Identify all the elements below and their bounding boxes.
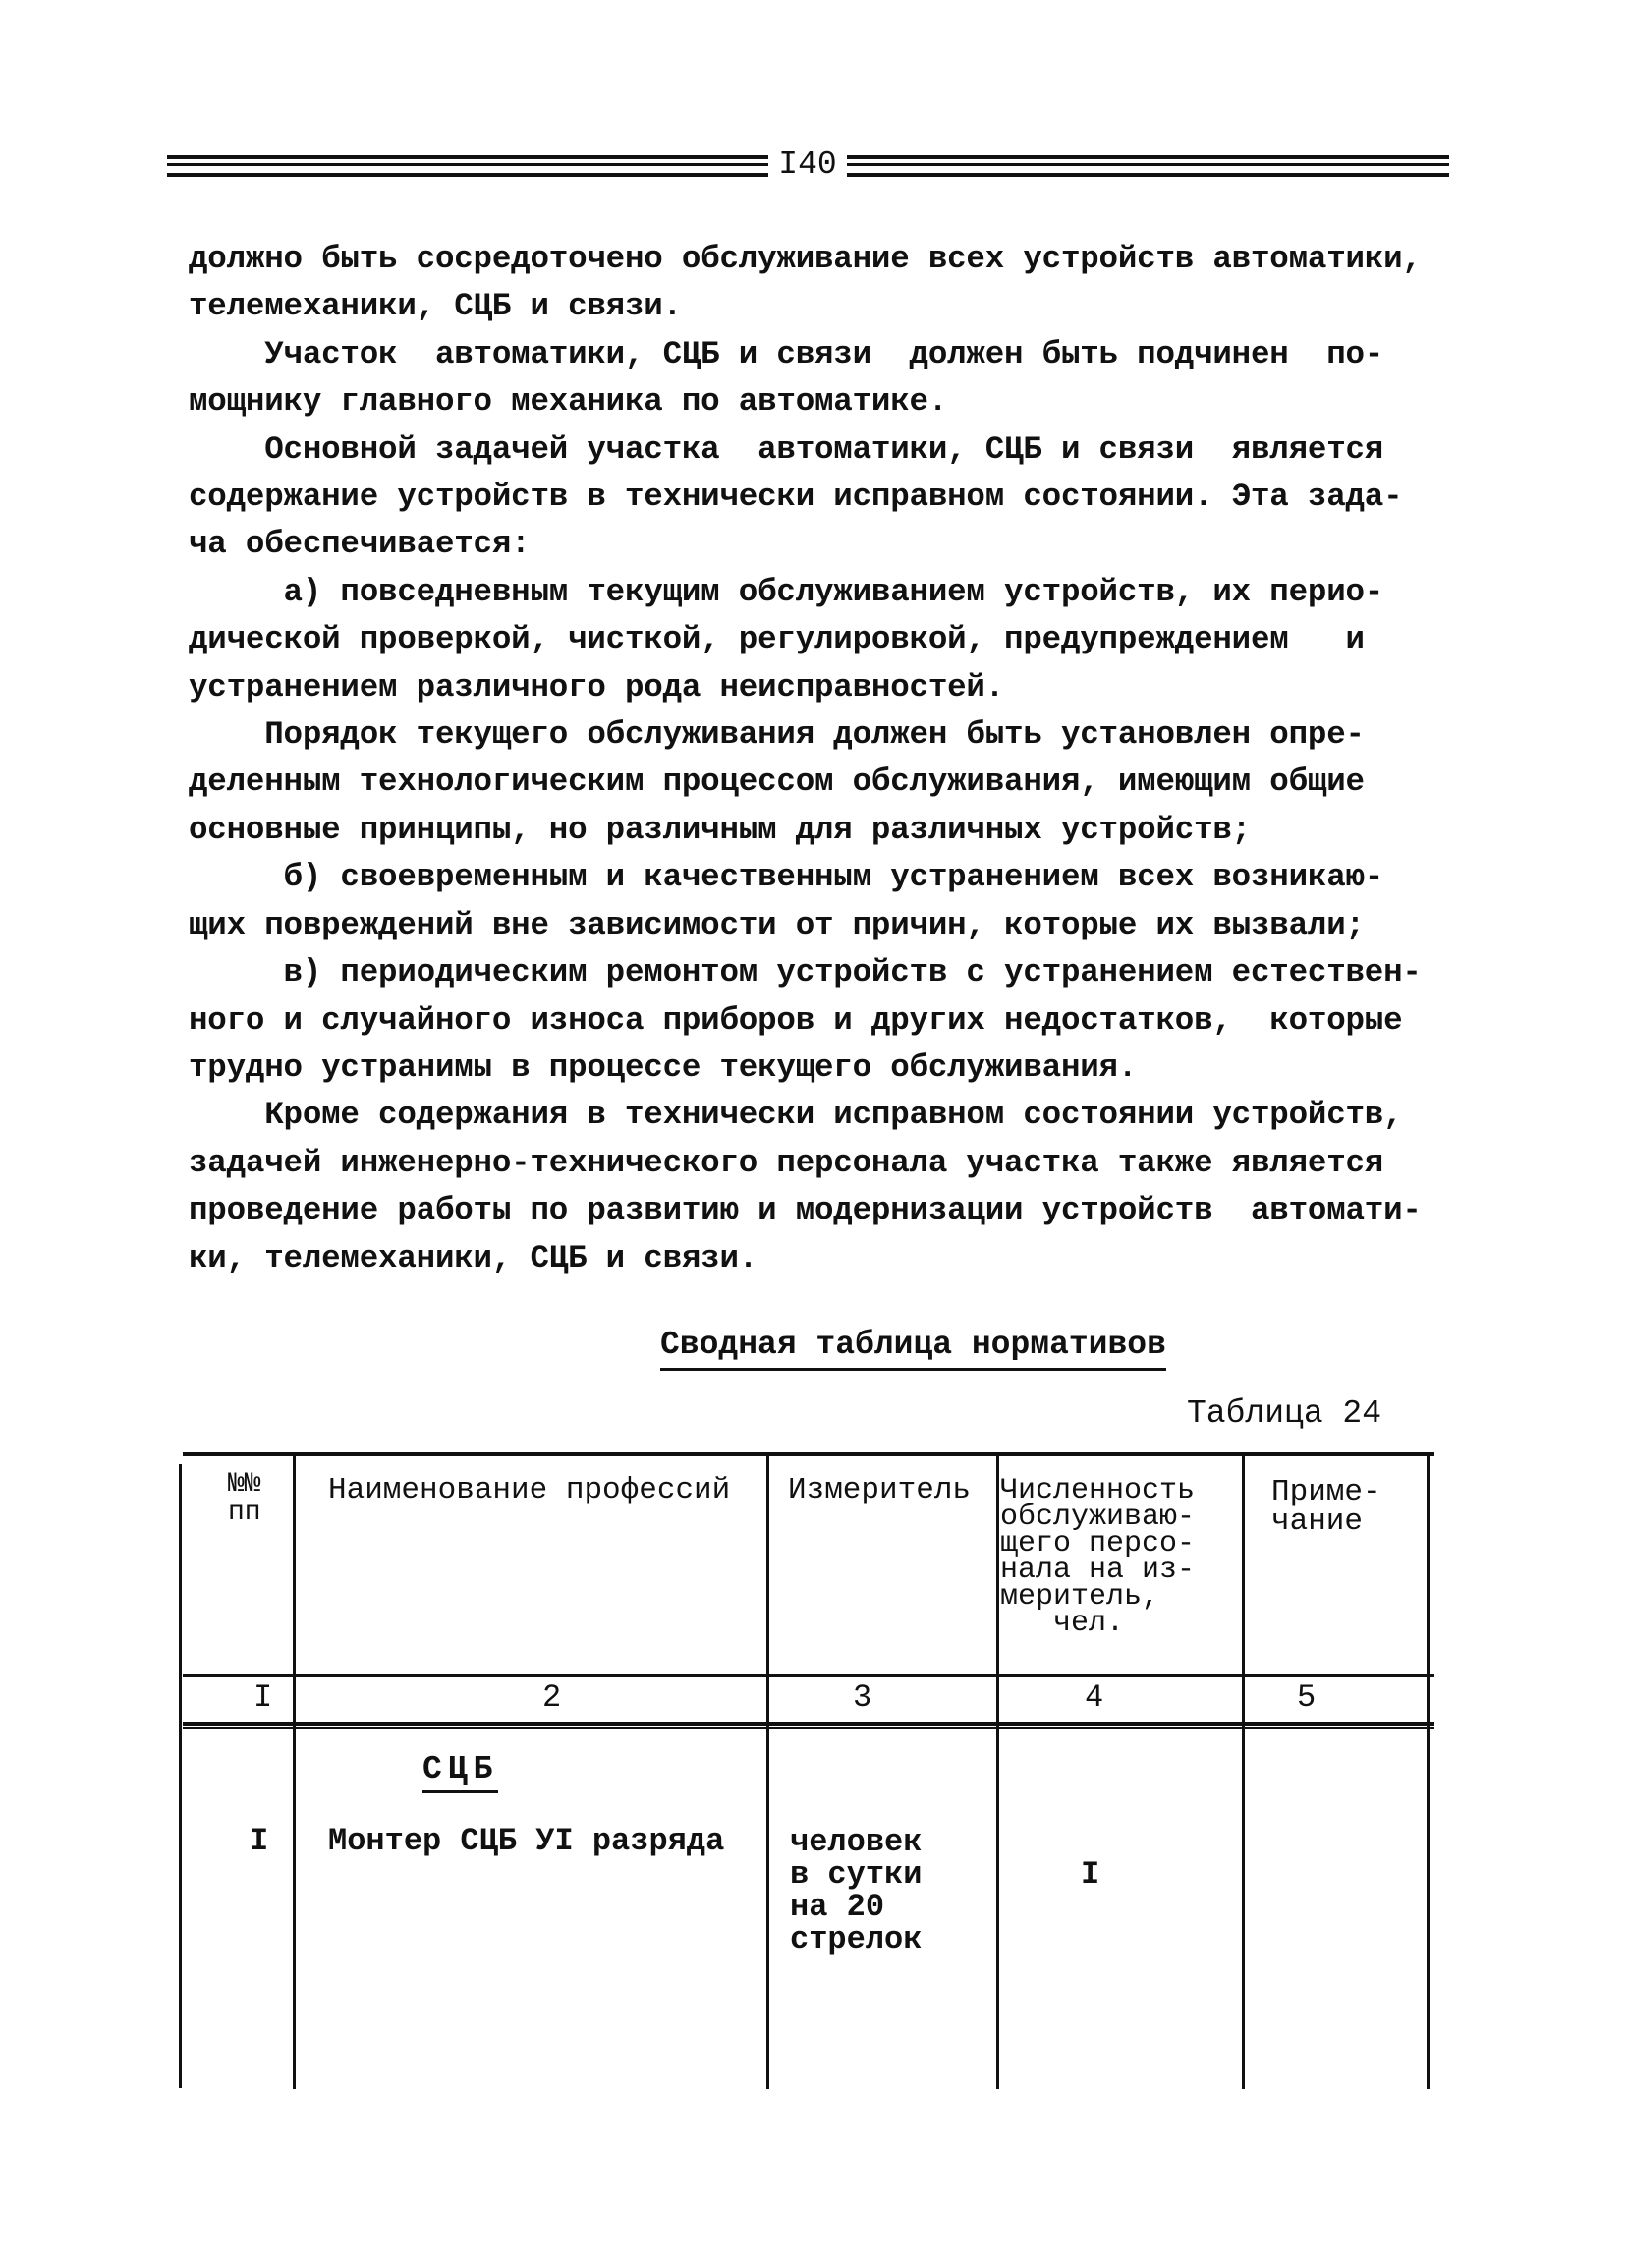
header-note: Приме- чание <box>1271 1475 1381 1539</box>
body-line: трудно устранимы в процессе текущего обслуживания. <box>189 1049 1138 1086</box>
body-line: мощнику главного механика по автоматике. <box>189 383 948 421</box>
body-line: б) своевременным и качественным устранением всех возникаю- <box>189 859 1384 896</box>
colnum-1: I <box>253 1679 273 1716</box>
row-staff: I <box>1081 1856 1100 1893</box>
body-line: содержание устройств в технически исправном состоянии. Эта зада- <box>189 479 1403 516</box>
body-text <box>189 236 1456 1282</box>
table-top-border <box>183 1452 1434 1456</box>
body-line: устранением различного рода неисправностей. <box>189 668 1005 706</box>
colnum-5: 5 <box>1297 1679 1317 1716</box>
body-line: а) повседневным текущим обслуживанием устройств, их перио- <box>189 573 1384 610</box>
body-line: Участок автоматики, СЦБ и связи должен быть подчинен по- <box>189 335 1384 372</box>
body-line: проведение работы по развитию и модернизации устройств автомати- <box>189 1192 1422 1229</box>
table-number: Таблица 24 <box>1187 1395 1382 1432</box>
body-line: Порядок текущего обслуживания должен быть установлен опре- <box>189 716 1365 754</box>
header-staff: Численность обслуживаю- щего персо- нала на из- меритель, чел. <box>1000 1474 1196 1640</box>
table-col-divider-1 <box>293 1454 296 2089</box>
table-col-divider-3 <box>996 1454 999 2089</box>
body-line: ного и случайного износа приборов и других недостатков, которые <box>189 1001 1403 1039</box>
header-rule-left <box>167 155 768 177</box>
table-left-border <box>179 1464 182 2088</box>
body-line: основные принципы, но различным для различных устройств; <box>189 811 1251 848</box>
row-num: I <box>250 1823 269 1859</box>
table-colnum-divider <box>183 1722 1434 1726</box>
body-line: ки, телемеханики, СЦБ и связи. <box>189 1239 758 1276</box>
table-col-divider-2 <box>766 1454 769 2089</box>
body-line: деленным технологическим процессом обслуживания, имеющим общие <box>189 764 1365 801</box>
colnum-3: 3 <box>853 1679 872 1716</box>
body-line: дической проверкой, чисткой, регулировкой, предупреждением и <box>189 621 1365 658</box>
table-title: Сводная таблица нормативов <box>660 1325 1166 1371</box>
body-line: в) периодическим ремонтом устройств с устранением естествен- <box>189 954 1422 992</box>
body-line: ча обеспечивается: <box>189 526 531 563</box>
section-title: СЦБ <box>422 1751 498 1793</box>
body-line: щих повреждений вне зависимости от причин, которые их вызвали; <box>189 906 1365 943</box>
header-measure: Измеритель <box>788 1473 972 1507</box>
body-line: задачей инженерно-технического персонала участка также является <box>189 1144 1384 1181</box>
body-line: должно быть сосредоточено обслуживание всех устройств автоматики, <box>189 241 1422 277</box>
body-line: Основной задачей участка автоматики, СЦБ и связи является <box>189 430 1384 468</box>
page-number: I40 <box>778 146 837 183</box>
header-num: №№ пп <box>228 1469 261 1528</box>
header-profession: Наименование профессий <box>328 1473 731 1507</box>
colnum-4: 4 <box>1085 1679 1104 1716</box>
body-line: телемеханики, СЦБ и связи. <box>189 288 682 325</box>
page-header <box>167 145 1449 185</box>
row-profession: Монтер СЦБ УI разряда <box>328 1823 725 1859</box>
table-col-divider-4 <box>1242 1454 1245 2089</box>
colnum-2: 2 <box>542 1679 562 1716</box>
table-header-divider <box>183 1674 1434 1677</box>
table-colnum-divider-2 <box>183 1727 1434 1729</box>
table-right-border <box>1427 1454 1430 2089</box>
row-measure: человек в сутки на 20 стрелок <box>790 1824 923 1957</box>
header-rule-right <box>847 155 1449 177</box>
body-line: Кроме содержания в технически исправном состоянии устройств, <box>189 1097 1403 1134</box>
